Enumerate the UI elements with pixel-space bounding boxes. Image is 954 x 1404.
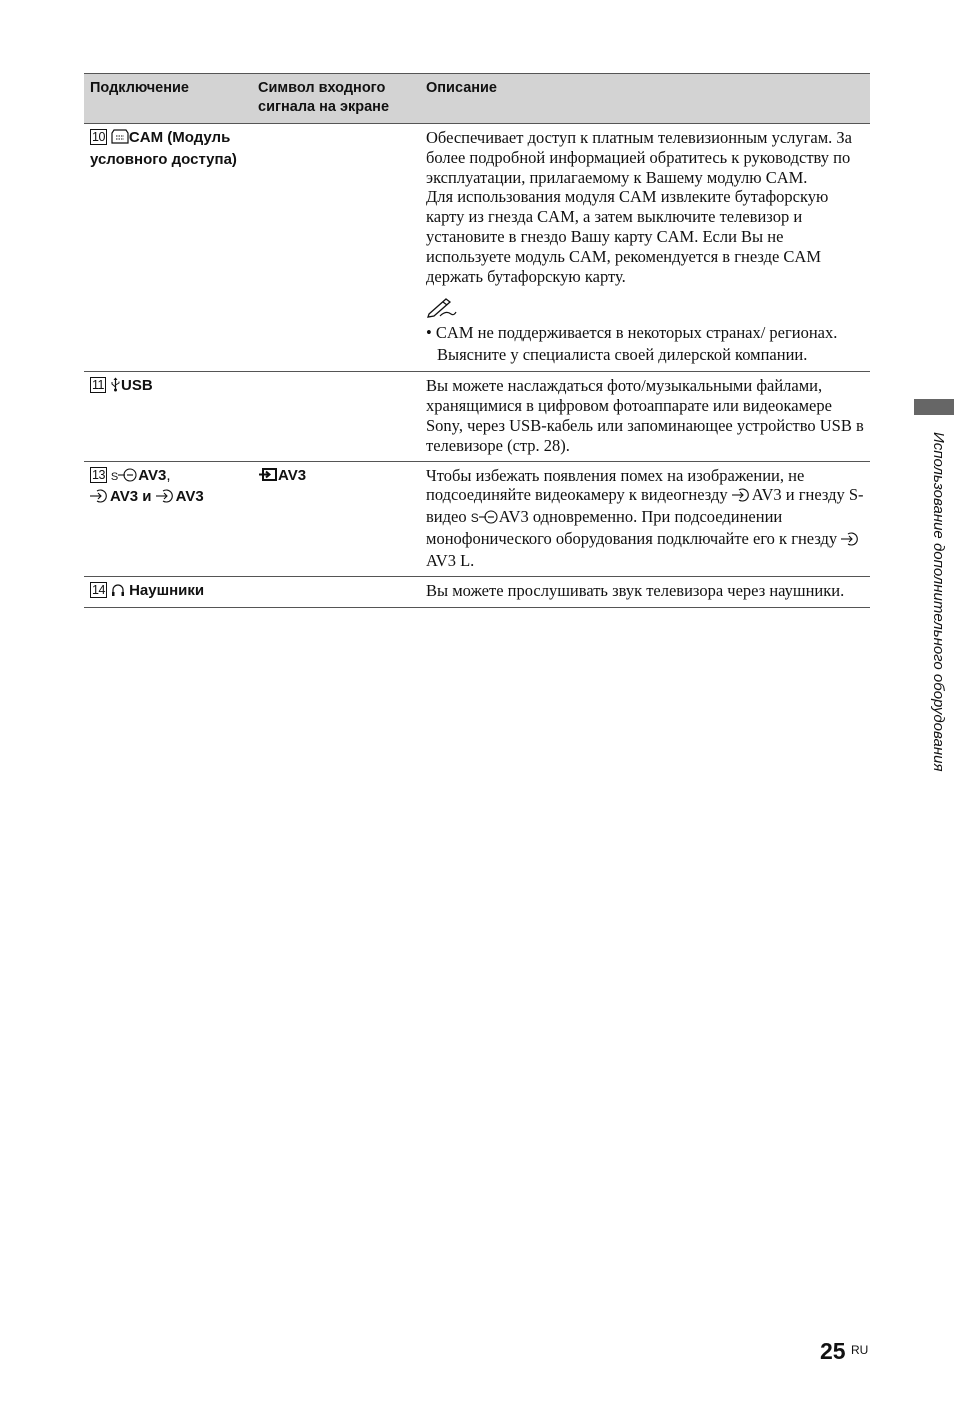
connection-table (84, 73, 870, 608)
connection-name: USB (120, 377, 153, 395)
connection-name: AV3 (175, 488, 204, 506)
symbol-cell (252, 461, 420, 576)
description-cell (420, 372, 870, 461)
description-paragraph: Обеспечивает доступ к платным телевизионным услугам. За более подробной информацией обратитесь к руководству по эксплуатации, прилагаемому к Вашему модулю CAM. (426, 128, 853, 187)
table-row (84, 576, 870, 608)
note-pencil-icon (426, 296, 864, 318)
table-row (84, 461, 870, 576)
header-connection: Подключение (84, 74, 252, 124)
connection-cell-cam (84, 124, 252, 372)
description-cell: Чтобы избежать появления помех на изображении, не подсоединяйте видеокамеру к видеогнезду AV3 и гнезду S-видео S AV3 одновременно. При подсоединении монофонического оборудования подключайте его к гнезду AV3 L. (420, 461, 870, 576)
symbol-cell (252, 124, 420, 372)
usb-icon (110, 377, 121, 398)
table-row (84, 124, 870, 372)
connection-name: AV3 (138, 466, 167, 484)
note-bullet: • CAM не поддерживается в некоторых странах/ регионах. Выясните у специалиста своей дилерской компании. (426, 323, 838, 365)
item-number: 10 (92, 130, 105, 144)
item-number: 11 (92, 378, 104, 393)
s-video-icon (118, 468, 138, 488)
connection-name: AV3 и (110, 488, 152, 506)
page-language: RU (851, 1343, 869, 1357)
description-paragraph: Для использования модуля CAM извлеките бутафорскую карту из гнезда CAM, а затем выключите телевизор и установите в гнездо Вашу карту CAM. Если Вы не используете модуль CAM, рекомендуется в гнезде CAM держать бутафорскую карту. (426, 187, 829, 286)
symbol-cell (252, 576, 420, 608)
description-paragraph: Вы можете прослушивать звук телевизора через наушники. (426, 580, 845, 600)
description-paragraph: Вы можете наслаждаться фото/музыкальными файлами, хранящимися в цифровом фотоаппарате или видеокамере Sony, через USB-кабель или запоминающее устройство USB в телевизоре (стр. 28). (426, 376, 864, 455)
header-symbol: Символ входного сигнала на экране (252, 74, 420, 124)
item-number: 13 (92, 467, 105, 482)
description-cell (420, 124, 870, 372)
input-symbol-label: AV3 (278, 466, 307, 484)
s-video-icon (479, 509, 499, 529)
headphones-icon (111, 583, 125, 603)
header-description: Описание (420, 74, 870, 124)
symbol-cell (252, 372, 420, 461)
s-video-prefix: S (110, 470, 119, 483)
connection-cell-usb (84, 372, 252, 461)
connection-name: Наушники (129, 581, 205, 599)
page-number: 25 (820, 1338, 846, 1364)
table-header-row (84, 74, 870, 124)
input-symbol-icon (258, 467, 278, 488)
connection-cell-av3: 13 S AV3, AV3 и AV3 (84, 461, 252, 576)
audio-input-icon (841, 531, 861, 551)
connection-cell-headphones (84, 576, 252, 608)
video-input-icon (732, 487, 752, 507)
table-row (84, 372, 870, 461)
section-side-label: Использование дополнительного оборудования (930, 432, 947, 772)
item-number: 14 (92, 582, 105, 597)
cam-card-icon (111, 129, 129, 150)
description-cell (420, 576, 870, 608)
connection-name: CAM (Модуль условного доступа) (90, 129, 237, 168)
audio-input-icon (156, 489, 176, 509)
section-tab-marker (914, 399, 954, 415)
video-input-icon (90, 489, 110, 509)
